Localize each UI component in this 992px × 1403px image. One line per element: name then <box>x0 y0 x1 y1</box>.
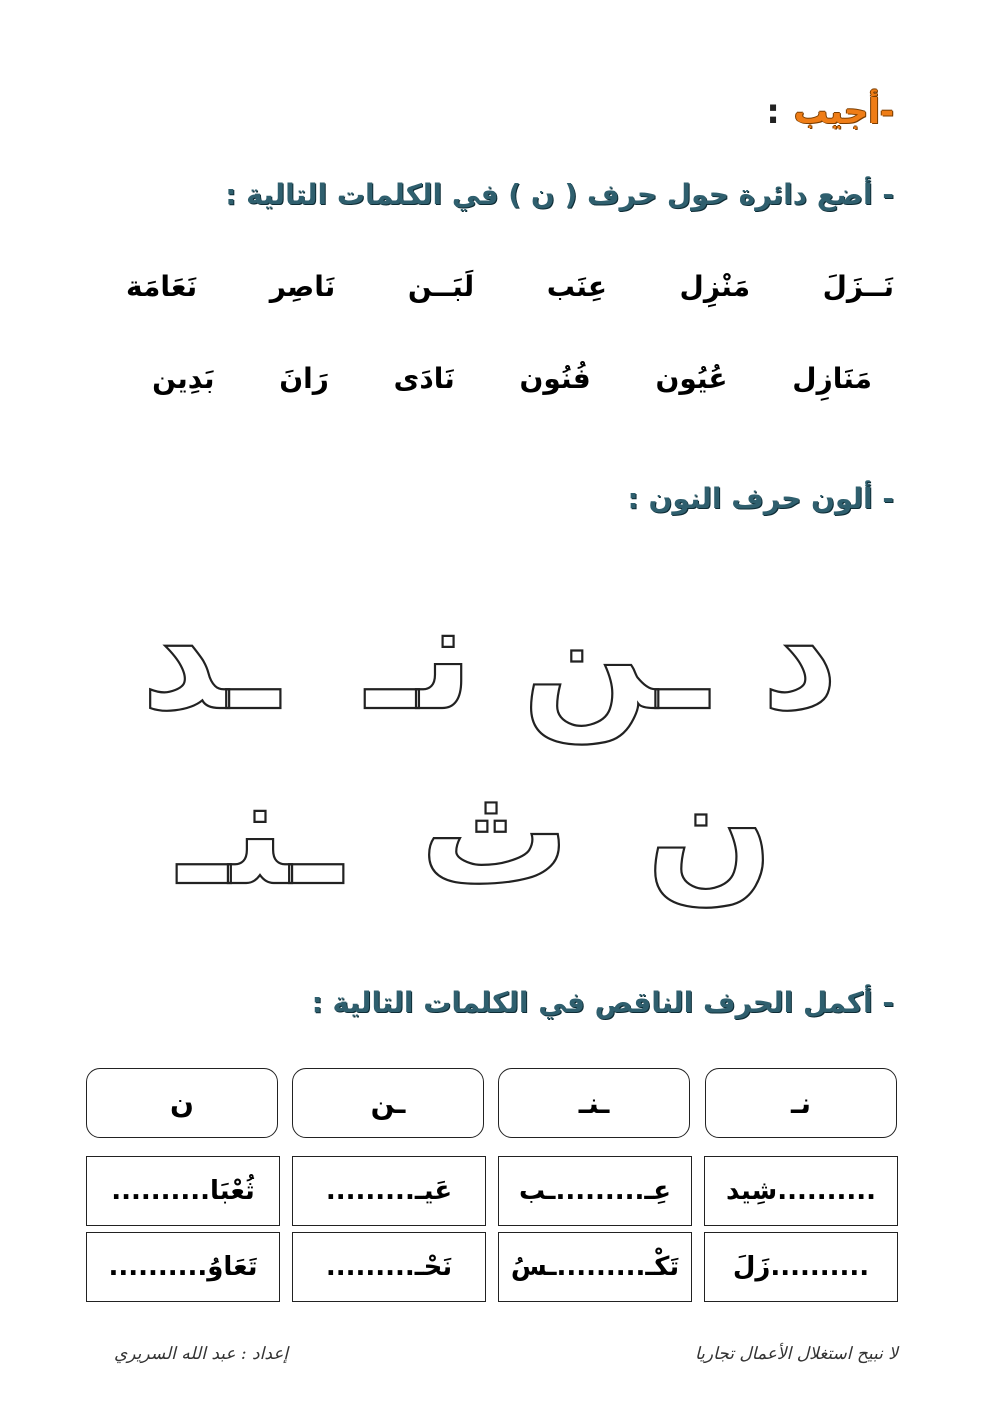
word: لَبَــن <box>407 270 475 303</box>
letter-form-isolated: ن <box>86 1068 278 1138</box>
word: فُنُون <box>519 362 591 395</box>
word: رَانَ <box>279 362 329 395</box>
fill-word-cell[interactable]: ..........زَلَ <box>704 1232 898 1302</box>
word: نَاصِر <box>269 270 336 303</box>
word: نَادَى <box>393 362 455 395</box>
outline-letter[interactable]: ـد <box>141 588 279 744</box>
circle-words-row-1 <box>126 270 894 303</box>
word: مَنْزِل <box>679 270 751 303</box>
page-title <box>766 92 894 132</box>
letter-form-medial: ـنـ <box>498 1068 690 1138</box>
title-text: -أجيب <box>793 92 894 132</box>
letter-form-final: ـن <box>292 1068 484 1138</box>
fill-word-cell[interactable]: نَحْـ......... <box>292 1232 486 1302</box>
outline-letter[interactable]: ـن <box>521 588 709 744</box>
word: نَعَامَة <box>126 270 198 303</box>
outline-letter[interactable]: د <box>761 588 839 744</box>
letter-form-initial: نـ <box>705 1068 897 1138</box>
circle-words-row-2 <box>152 362 872 395</box>
word: عِنَب <box>546 270 607 303</box>
instruction-circle: - أضع دائرة حول حرف ( ن ) في الكلمات التالية : <box>225 178 894 211</box>
footer-author: إعداد : عبد الله السريري <box>114 1344 289 1364</box>
fill-word-cell[interactable]: تَعَاوُ.......... <box>86 1232 280 1302</box>
fill-word-cell[interactable]: عَيـ......... <box>292 1156 486 1226</box>
outline-letter[interactable]: ن <box>645 745 775 918</box>
title-colon: : <box>766 92 780 132</box>
outline-letters <box>120 588 860 918</box>
fill-word-cell[interactable]: عِـ.........ـب <box>498 1156 692 1226</box>
fill-word-cell[interactable]: تَكْـ.........ـسُ <box>498 1232 692 1302</box>
fill-word-cell[interactable]: ثُعْبَا.......... <box>86 1156 280 1226</box>
fill-word-cell[interactable]: ..........شِيد <box>704 1156 898 1226</box>
outline-letter[interactable]: نـ <box>366 588 474 744</box>
word: مَنَازِل <box>792 362 872 395</box>
word: عُيُون <box>655 362 728 395</box>
instruction-color: - ألون حرف النون : <box>627 482 894 515</box>
word: بَدِين <box>152 362 215 395</box>
outline-letter[interactable]: ث <box>419 745 571 918</box>
instruction-complete: - أكمل الحرف الناقص في الكلمات التالية : <box>311 986 894 1019</box>
outline-letter[interactable]: ـنـ <box>178 745 342 918</box>
word: نَــزَلَ <box>822 270 894 303</box>
footer-copyright: لا نبيح استغلال الأعمال تجاريا <box>695 1344 898 1364</box>
